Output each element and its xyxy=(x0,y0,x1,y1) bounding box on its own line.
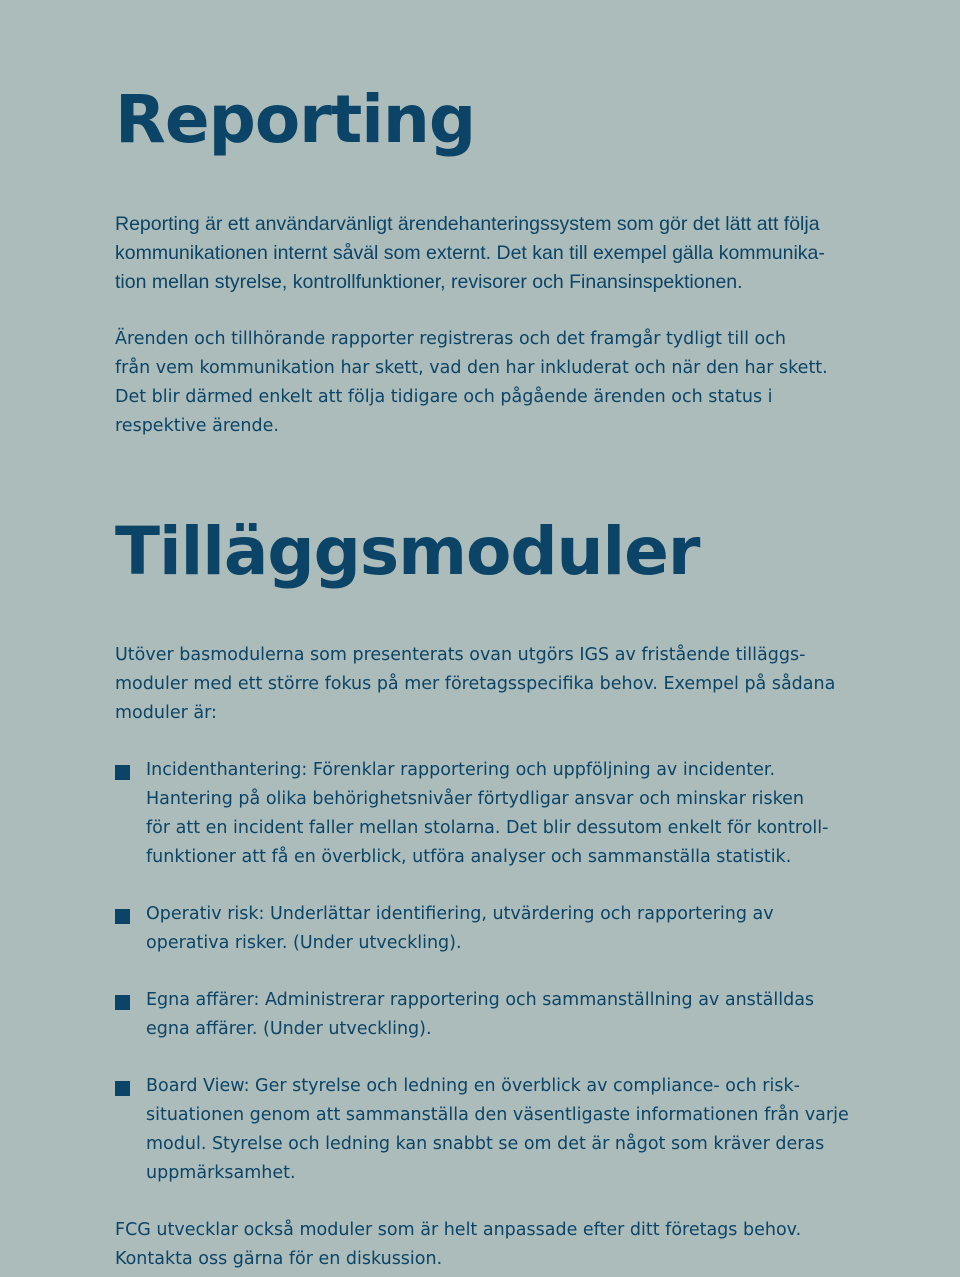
list-item-text: Board View: Ger styrelse och ledning en överblick av compliance- och risk- situationen genom att sammanställa den väsentligaste informationen från varje modul. Styrelse och ledning kan snabbt se om det är något som kräver deras uppmärksamhet. xyxy=(146,1076,849,1183)
square-bullet-icon xyxy=(115,995,130,1010)
list-item-text: Operativ risk: Underlättar identifiering, utvärdering och rapportering av operativa risker. (Under utveckling). xyxy=(146,904,774,953)
square-bullet-icon xyxy=(115,765,130,780)
closing-paragraph: FCG utvecklar också moduler som är helt anpassade efter ditt företags behov. Kontakta oss gärna för en diskussion. xyxy=(115,1220,802,1269)
square-bullet-icon xyxy=(115,909,130,924)
addon-modules-intro-paragraph: Utöver basmodulerna som presenterats ovan utgörs IGS av fristående tilläggs- moduler med ett större fokus på mer företagsspecifika behov. Exempel på sådana moduler är: xyxy=(115,645,836,723)
reporting-intro-paragraph: Reporting är ett användarvänligt ärendehanteringssystem som gör det lätt att följa kommunikationen internt såväl som externt. Det kan till exempel gälla kommunika- tion mellan styrelse, kontrollfunktioner, revisorer och Finansinspektionen. xyxy=(115,213,825,293)
square-bullet-icon xyxy=(115,1081,130,1096)
list-item-text: Egna affärer: Administrerar rapportering och sammanställning av anställdas egna affärer. (Under utveckling). xyxy=(146,990,815,1039)
list-item-text: Incidenthantering: Förenklar rapportering och uppföljning av incidenter. Hantering på olika behörighetsnivåer förtydligar ansvar och minskar risken för att en incident faller mellan stolarna. Det blir dessutom enkelt för kontroll- funktioner att få en överblick, utföra analyser och sammanställa statistik. xyxy=(146,760,829,867)
reporting-cases-paragraph: Ärenden och tillhörande rapporter registreras och det framgår tydligt till och från vem kommunikation har skett, vad den har inkluderat och när den har skett. Det blir därmed enkelt att följa tidigare och pågående ärenden och status i respektive ärende. xyxy=(115,329,828,436)
addon-modules-heading: Tilläggsmoduler xyxy=(115,513,700,590)
reporting-heading: Reporting xyxy=(115,81,476,158)
